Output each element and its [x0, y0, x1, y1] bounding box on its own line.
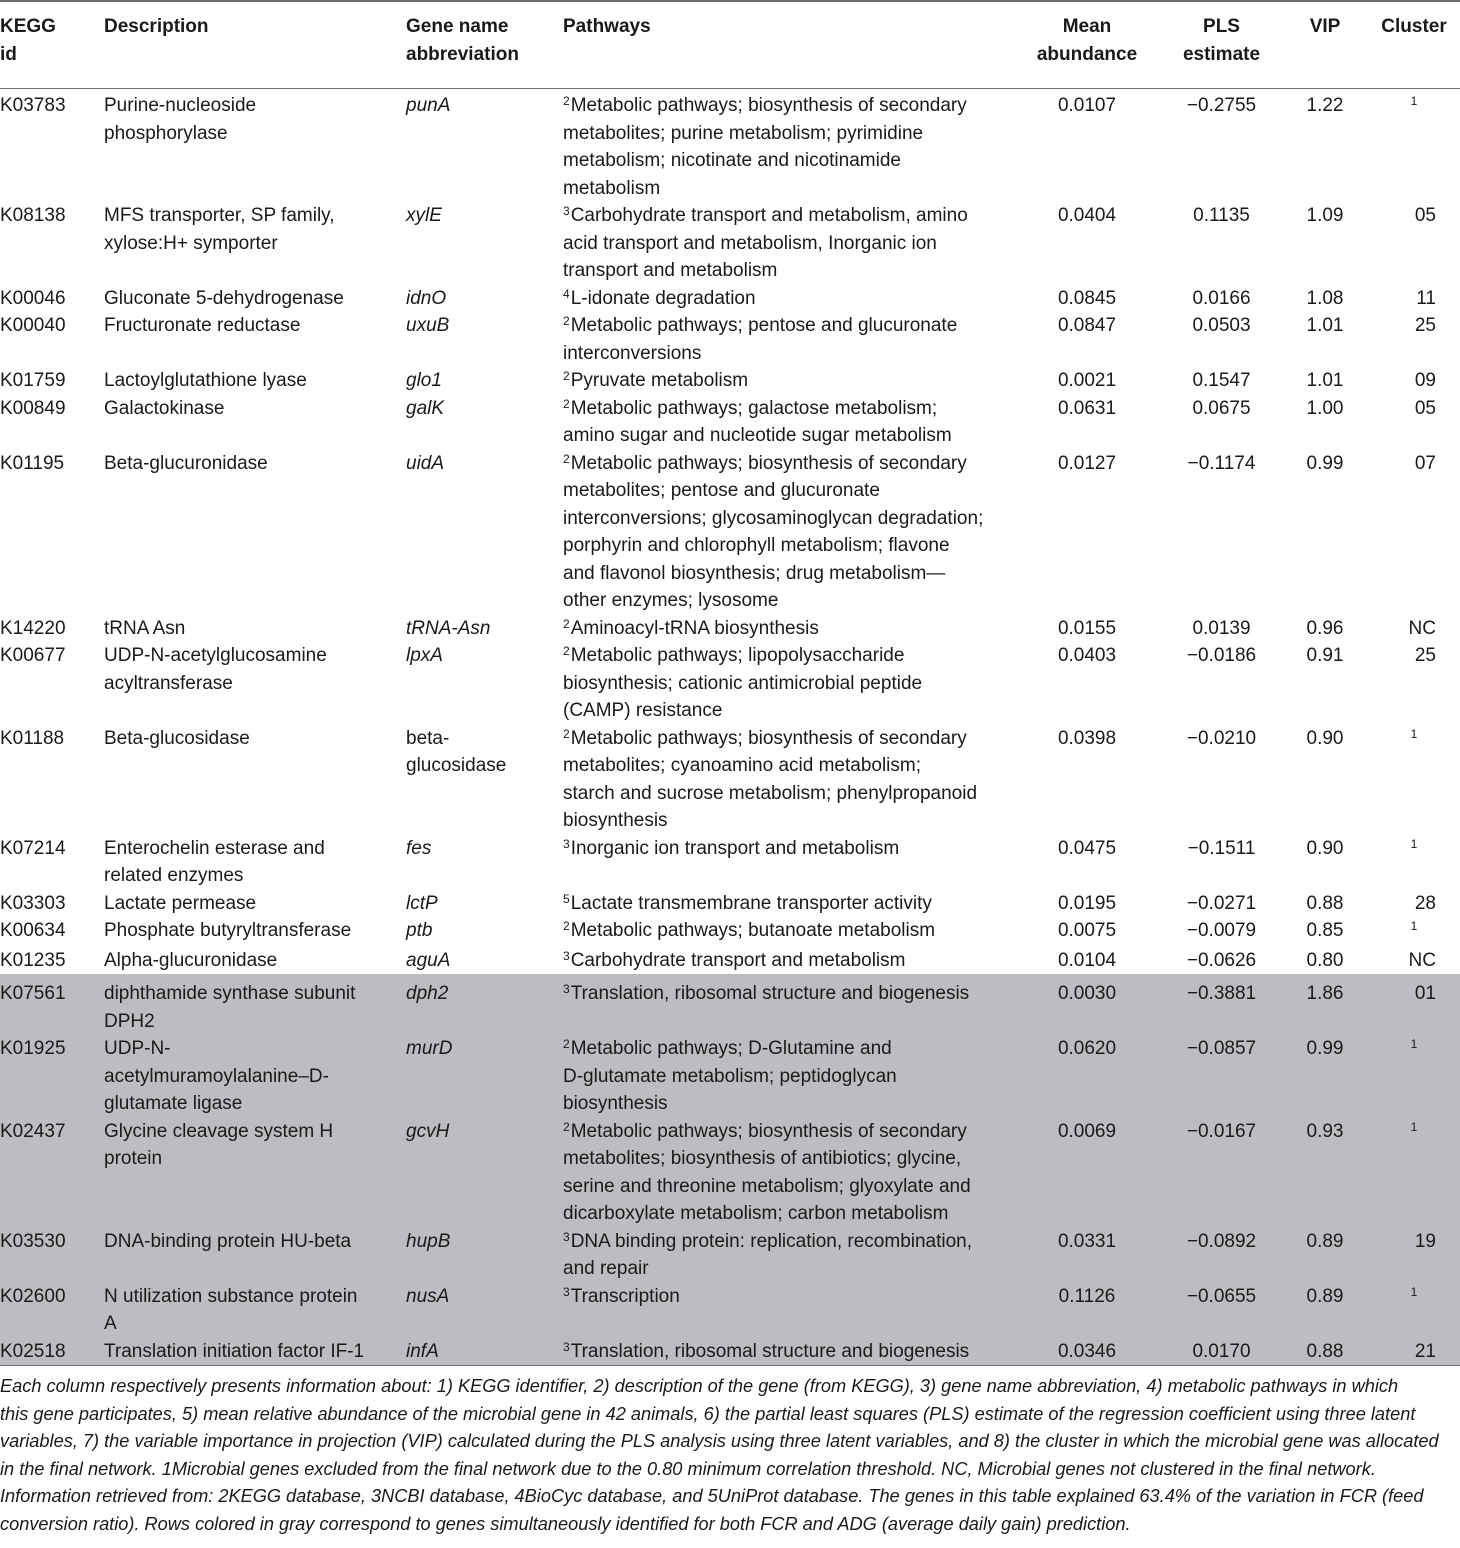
source-superscript: 3 — [563, 204, 570, 218]
mean-abundance-cell: 0.0030 — [1013, 974, 1161, 1035]
pathway-line: Metabolic pathways; biosynthesis of secondary — [570, 1120, 967, 1142]
vip-cell: 1.09 — [1306, 205, 1344, 226]
source-superscript: 3 — [563, 948, 570, 963]
table-row — [0, 974, 1460, 1035]
pathway-line: metabolites; biosynthesis of antibiotics; glycine, — [563, 1148, 962, 1169]
gene-name-cell: idnO — [406, 287, 447, 309]
gene-name-cell: lpxA — [406, 645, 443, 666]
pathway-line: biosynthesis — [563, 810, 668, 831]
table-row — [0, 1118, 1460, 1228]
pathway-line: metabolism; nicotinate and nicotinamide — [563, 150, 901, 171]
pls-estimate-cell: −0.3881 — [1161, 974, 1282, 1035]
description-line: Galactokinase — [104, 397, 225, 419]
kegg-id-cell: K01759 — [0, 370, 66, 391]
table-row — [0, 1035, 1460, 1118]
pathway-line: and flavonol biosynthesis; drug metabolism— — [563, 562, 946, 584]
mean-abundance-cell: 0.0475 — [1057, 837, 1117, 859]
pathway-line: DNA binding protein: replication, recombination, — [570, 1230, 973, 1252]
kegg-id-cell: K02518 — [0, 1338, 104, 1366]
pls-estimate-cell: −0.2755 — [1186, 95, 1257, 116]
description-cell: Gluconate 5-dehydrogenase — [104, 287, 344, 309]
header-vip: VIP — [1282, 2, 1368, 89]
pathways-cell — [563, 450, 1013, 615]
description-line: A — [104, 1313, 117, 1334]
source-superscript: 3 — [563, 1339, 570, 1354]
pathway-line: Translation, ribosomal structure and biogenesis — [570, 983, 970, 1004]
pls-estimate-cell: 0.0170 — [1161, 1338, 1282, 1366]
description-cell — [104, 642, 406, 725]
cluster-cell — [1368, 1035, 1460, 1118]
pathways-cell — [563, 890, 1013, 918]
pathway-line: porphyrin and chlorophyll metabolism; flavone — [563, 535, 950, 556]
kegg-id-cell: K14220 — [0, 617, 66, 639]
caption-line: Information retrieved from: 2KEGG database, 3NCBI database, 4BioCyc database, and 5UniProt database. The genes in this table explained 63.4% of the variation in FCR (feed — [0, 1486, 1424, 1506]
cluster-cell: 19 — [1368, 1228, 1460, 1283]
gene-name-cell: fes — [406, 837, 432, 859]
kegg-id-cell: K07214 — [0, 837, 66, 859]
pathway-line: metabolites; cyanoamino acid metabolism; — [563, 755, 922, 776]
cluster-cell: 28 — [1414, 892, 1436, 914]
mean-abundance-cell: 0.0398 — [1057, 727, 1117, 749]
pls-estimate-cell: 0.1135 — [1193, 205, 1250, 226]
mean-abundance-cell: 0.0104 — [1057, 949, 1117, 971]
vip-cell: 0.91 — [1306, 645, 1344, 666]
vip-cell: 0.99 — [1306, 452, 1344, 474]
pathways-cell — [563, 1118, 1013, 1228]
gene-name-cell: galK — [406, 397, 445, 419]
vip-cell: 0.80 — [1306, 949, 1344, 971]
pathway-line: transport and metabolism — [563, 260, 778, 281]
pls-estimate-cell: 0.0675 — [1192, 397, 1251, 419]
pls-estimate-cell: −0.1174 — [1187, 452, 1256, 474]
table-row — [0, 395, 1460, 450]
cluster-superscript: 1 — [1410, 919, 1418, 933]
cluster-cell: 05 — [1414, 397, 1436, 419]
gene-name-cell: gcvH — [406, 1118, 563, 1228]
gene-name-cell: infA — [406, 1338, 563, 1366]
pathways-cell — [563, 1035, 1013, 1118]
description-cell: Lactate permease — [104, 892, 257, 914]
description-line: DNA-binding protein HU-beta — [104, 1230, 352, 1252]
mean-abundance-cell: 0.0631 — [1057, 397, 1117, 419]
table-row — [0, 835, 1460, 890]
mean-abundance-cell: 0.0021 — [1057, 370, 1117, 391]
pathways-cell — [563, 642, 1013, 725]
table-row — [0, 917, 1460, 947]
kegg-id-cell: K00849 — [0, 397, 66, 419]
table-row — [0, 285, 1460, 313]
source-superscript: 2 — [563, 451, 570, 466]
source-superscript: 2 — [563, 369, 570, 383]
kegg-id-cell: K01925 — [0, 1035, 104, 1118]
cluster-cell — [1368, 835, 1460, 890]
source-superscript: 2 — [563, 314, 570, 328]
vip-cell: 0.89 — [1282, 1283, 1368, 1338]
mean-abundance-cell: 0.0346 — [1013, 1338, 1161, 1366]
source-superscript: 2 — [563, 1119, 570, 1134]
cluster-cell — [1368, 1283, 1460, 1338]
description-cell: Phosphate butyryltransferase — [104, 920, 352, 941]
gene-name-line: glucosidase — [406, 755, 507, 776]
pathway-line: Metabolic pathways; D-Glutamine and — [570, 1038, 892, 1059]
cluster-cell: 07 — [1414, 452, 1436, 474]
pathway-text: Metabolic pathways; butanoate metabolism — [570, 920, 936, 941]
pathway-text: Aminoacyl-tRNA biosynthesis — [570, 617, 819, 639]
pls-estimate-cell: −0.0655 — [1161, 1283, 1282, 1338]
pathways-cell — [563, 725, 1013, 835]
source-superscript: 2 — [563, 94, 570, 108]
description-line: Purine-nucleoside — [104, 95, 257, 116]
mean-abundance-cell: 0.1126 — [1013, 1283, 1161, 1338]
source-superscript: 3 — [563, 836, 570, 851]
table-caption — [0, 1366, 1460, 1538]
pathway-line: Metabolic pathways; biosynthesis of secondary — [570, 95, 967, 116]
pathway-line: acid transport and metabolism, Inorganic ion — [563, 232, 937, 254]
kegg-id-cell: K02437 — [0, 1118, 104, 1228]
description-cell — [104, 450, 406, 615]
description-line: Fructuronate reductase — [104, 315, 301, 336]
vip-cell: 1.22 — [1306, 95, 1344, 116]
header-kegg-id: KEGG id — [0, 2, 104, 89]
pls-estimate-cell: −0.0857 — [1161, 1035, 1282, 1118]
vip-cell: 1.00 — [1306, 397, 1344, 419]
vip-cell: 0.88 — [1282, 1338, 1368, 1366]
cluster-superscript: 1 — [1410, 726, 1418, 741]
description-line: acetylmuramoylalanine–D- — [104, 1065, 329, 1087]
source-superscript: 5 — [563, 891, 570, 906]
kegg-id-cell: K03783 — [0, 95, 66, 116]
gene-name-cell: murD — [406, 1035, 563, 1118]
pathway-text: Lactate transmembrane transporter activity — [570, 892, 932, 914]
table-row — [0, 615, 1460, 643]
pathway-line: D-glutamate metabolism; peptidoglycan — [563, 1065, 897, 1087]
vip-cell: 0.96 — [1306, 617, 1344, 639]
description-line: xylose:H+ symporter — [104, 232, 278, 254]
description-cell — [104, 725, 406, 835]
gene-name-cell: ptb — [406, 920, 433, 941]
pathway-line: Metabolic pathways; lipopolysaccharide — [570, 645, 905, 666]
description-line: UDP-N- — [104, 1038, 171, 1059]
source-superscript: 2 — [563, 616, 570, 631]
table-row — [0, 947, 1460, 975]
table-row — [0, 1283, 1460, 1338]
pathway-text: L-idonate degradation — [570, 287, 756, 309]
pathways-cell — [563, 312, 1013, 367]
gene-name-cell: glo1 — [406, 370, 442, 391]
vip-cell: 0.90 — [1306, 837, 1344, 859]
description-line: protein — [104, 1148, 163, 1169]
mean-abundance-cell: 0.0069 — [1013, 1118, 1161, 1228]
pathway-text: Pyruvate metabolism — [570, 370, 749, 391]
pls-estimate-cell: 0.1547 — [1192, 370, 1251, 391]
description-cell — [104, 1283, 406, 1338]
kegg-id-cell: K01188 — [0, 727, 65, 749]
pls-estimate-cell: 0.0139 — [1192, 617, 1251, 639]
gene-name-cell: lctP — [406, 892, 438, 914]
description-cell: Translation initiation factor IF-1 — [104, 1338, 406, 1366]
pathways-cell — [563, 202, 1013, 285]
mean-abundance-cell: 0.0620 — [1013, 1035, 1161, 1118]
mean-abundance-cell: 0.0331 — [1013, 1228, 1161, 1283]
mean-abundance-cell: 0.0403 — [1057, 645, 1117, 666]
cluster-cell: 25 — [1414, 315, 1436, 336]
kegg-id-cell: K00040 — [0, 315, 66, 336]
cluster-superscript: 1 — [1410, 836, 1418, 851]
header-gene-name: Gene name abbreviation — [406, 2, 563, 89]
pls-estimate-cell: 0.0503 — [1192, 315, 1251, 336]
table-row — [0, 1338, 1460, 1366]
vip-cell: 0.93 — [1282, 1118, 1368, 1228]
pls-estimate-cell: −0.1511 — [1187, 837, 1256, 859]
mean-abundance-cell: 0.0404 — [1057, 205, 1117, 226]
pls-estimate-cell: −0.0167 — [1161, 1118, 1282, 1228]
vip-cell: 1.86 — [1282, 974, 1368, 1035]
cluster-cell — [1368, 725, 1460, 835]
gene-name-cell: tRNA-Asn — [406, 617, 491, 639]
cluster-cell: NC — [1408, 949, 1436, 971]
mean-abundance-cell: 0.0075 — [1057, 920, 1117, 941]
header-cluster: Cluster — [1368, 2, 1460, 89]
pathway-line: Metabolic pathways; biosynthesis of secondary — [570, 727, 967, 749]
vip-cell: 1.08 — [1306, 287, 1344, 309]
pls-estimate-cell: −0.0186 — [1186, 645, 1257, 666]
mean-abundance-cell: 0.0107 — [1057, 95, 1117, 116]
caption-line: conversion ratio). Rows colored in gray correspond to genes simultaneously identified for both FCR and ADG (average daily gain) prediction. — [0, 1513, 1131, 1534]
description-line: Glycine cleavage system H — [104, 1120, 334, 1142]
kegg-id-cell: K07561 — [0, 974, 104, 1035]
description-line: acyltransferase — [104, 672, 233, 694]
table-row — [0, 890, 1460, 918]
gene-name-cell: dph2 — [406, 974, 563, 1035]
source-superscript: 2 — [563, 644, 570, 658]
kegg-genes-table — [0, 2, 1460, 1366]
gene-name-cell: uxuB — [406, 315, 450, 336]
vip-cell: 1.01 — [1306, 370, 1344, 391]
pathway-line: interconversions — [563, 342, 702, 364]
pathways-cell — [563, 1228, 1013, 1283]
description-cell — [104, 1228, 406, 1283]
kegg-id-cell: K00634 — [0, 920, 66, 941]
header-mean-abundance: Mean abundance — [1013, 2, 1161, 89]
description-cell — [104, 1118, 406, 1228]
gene-name-cell: uidA — [406, 452, 445, 474]
header-row — [0, 2, 1460, 89]
cluster-cell — [1368, 917, 1460, 947]
source-superscript: 3 — [563, 1229, 570, 1244]
cluster-superscript: 1 — [1410, 1284, 1418, 1299]
kegg-id-cell: K00046 — [0, 287, 66, 309]
vip-cell: 0.89 — [1282, 1228, 1368, 1283]
cluster-cell: 09 — [1414, 370, 1436, 391]
description-cell: Lactoylglutathione lyase — [104, 370, 307, 391]
pathway-line: metabolism — [563, 177, 661, 199]
cluster-cell: 01 — [1368, 974, 1460, 1035]
source-superscript: 3 — [563, 1284, 570, 1299]
pathway-line: Carbohydrate transport and metabolism, amino — [570, 205, 968, 226]
description-cell — [104, 312, 406, 367]
kegg-id-cell: K02600 — [0, 1283, 104, 1338]
header-pls-estimate: PLS estimate — [1161, 2, 1282, 89]
pathway-line: other enzymes; lysosome — [563, 590, 779, 611]
kegg-id-cell: K01195 — [0, 452, 65, 474]
caption-line: this gene participates, 5) mean relative abundance of the microbial gene in 42 animals, 6) the partial least squares (PLS) estimate of the regression coefficient using three latent — [0, 1403, 1416, 1424]
vip-cell: 0.85 — [1306, 920, 1344, 941]
pathway-line: serine and threonine metabolism; glyoxylate and — [563, 1175, 971, 1197]
kegg-id-cell: K01235 — [0, 949, 66, 971]
description-line: Beta-glucosidase — [104, 727, 250, 749]
description-line: Enterochelin esterase and — [104, 837, 325, 859]
mean-abundance-cell: 0.0195 — [1057, 892, 1117, 914]
pathway-line: Transcription — [570, 1285, 680, 1307]
description-cell — [104, 89, 406, 203]
gene-name-cell — [406, 725, 563, 835]
source-superscript: 4 — [563, 286, 570, 301]
description-cell — [104, 1035, 406, 1118]
cluster-cell — [1368, 1118, 1460, 1228]
description-line: Beta-glucuronidase — [104, 452, 268, 474]
gene-name-cell: xylE — [406, 205, 442, 226]
source-superscript: 2 — [563, 726, 570, 741]
source-superscript: 2 — [563, 396, 570, 411]
description-cell — [104, 974, 406, 1035]
gene-name-cell: aguA — [406, 949, 451, 971]
description-line: related enzymes — [104, 865, 244, 886]
cluster-cell: 25 — [1414, 645, 1436, 666]
header-description: Description — [104, 2, 406, 89]
description-line: DPH2 — [104, 1010, 155, 1032]
vip-cell: 1.01 — [1306, 315, 1344, 336]
gene-name-cell: hupB — [406, 1228, 563, 1283]
description-cell — [104, 835, 406, 890]
pls-estimate-cell: −0.0626 — [1186, 949, 1257, 971]
pathway-line: biosynthesis; cationic antimicrobial peptide — [563, 672, 923, 694]
cluster-superscript: 1 — [1410, 1037, 1418, 1051]
pls-estimate-cell: −0.0079 — [1186, 920, 1257, 941]
pathways-cell — [563, 615, 1013, 643]
table-body — [0, 89, 1460, 1366]
kegg-id-cell: K08138 — [0, 205, 66, 226]
mean-abundance-cell: 0.0847 — [1057, 315, 1117, 336]
pls-estimate-cell: −0.0210 — [1186, 727, 1257, 749]
gene-name-line: beta- — [406, 727, 450, 749]
pathway-line: starch and sucrose metabolism; phenylpropanoid — [563, 782, 978, 804]
description-cell: tRNA Asn — [104, 617, 186, 639]
pathways-cell — [563, 285, 1013, 313]
pathways-cell — [563, 89, 1013, 203]
cluster-cell: 11 — [1416, 287, 1436, 309]
pathways-cell — [563, 974, 1013, 1035]
table-row — [0, 367, 1460, 395]
header-pathways: Pathways — [563, 2, 1013, 89]
caption-line: Each column respectively presents information about: 1) KEGG identifier, 2) description of the gene (from KEGG), 3) gene name abbreviation, 4) metabolic pathways in which — [0, 1376, 1399, 1396]
pathway-line: Inorganic ion transport and metabolism — [570, 837, 900, 859]
pathway-text: Translation, ribosomal structure and biogenesis — [570, 1340, 970, 1362]
pathway-line: Metabolic pathways; pentose and glucuronate — [570, 315, 958, 336]
pathways-cell — [563, 947, 1013, 975]
pathway-line: amino sugar and nucleotide sugar metabolism — [563, 425, 952, 446]
cluster-cell: 05 — [1414, 205, 1436, 226]
cluster-cell — [1368, 89, 1460, 203]
source-superscript: 3 — [563, 982, 570, 996]
pathway-line: dicarboxylate metabolism; carbon metabolism — [563, 1203, 949, 1224]
cluster-cell: NC — [1408, 617, 1436, 639]
pathway-line: biosynthesis — [563, 1093, 668, 1114]
vip-cell: 0.90 — [1306, 727, 1344, 749]
pathways-cell — [563, 1338, 1013, 1366]
pathway-line: and repair — [563, 1258, 649, 1279]
pathway-line: Metabolic pathways; galactose metabolism; — [570, 397, 938, 419]
caption-line: in the final network. 1Microbial genes excluded from the final network due to the 0.80 minimum correlation threshold. NC, Microbial genes not clustered in the final network. — [0, 1458, 1376, 1479]
vip-cell: 0.88 — [1306, 892, 1344, 914]
cluster-cell: 21 — [1368, 1338, 1460, 1366]
pls-estimate-cell: −0.0892 — [1161, 1228, 1282, 1283]
description-line: MFS transporter, SP family, — [104, 205, 335, 226]
table-row — [0, 1228, 1460, 1283]
pathway-line: (CAMP) resistance — [563, 700, 723, 721]
pls-estimate-cell: −0.0271 — [1186, 892, 1257, 914]
table-row — [0, 450, 1460, 615]
gene-name-cell: punA — [406, 95, 451, 116]
table-row — [0, 89, 1460, 203]
kegg-id-cell: K03530 — [0, 1228, 104, 1283]
pathway-text: Carbohydrate transport and metabolism — [570, 949, 906, 971]
table-row — [0, 725, 1460, 835]
mean-abundance-cell: 0.0127 — [1057, 452, 1117, 474]
kegg-id-cell: K00677 — [0, 645, 66, 666]
pathway-line: Metabolic pathways; biosynthesis of secondary — [570, 452, 967, 474]
description-cell — [104, 202, 406, 285]
description-line: N utilization substance protein — [104, 1285, 358, 1307]
pathways-cell — [563, 917, 1013, 947]
vip-cell: 0.99 — [1282, 1035, 1368, 1118]
table-row — [0, 642, 1460, 725]
cluster-superscript: 1 — [1410, 94, 1418, 108]
source-superscript: 2 — [563, 919, 570, 933]
mean-abundance-cell: 0.0155 — [1057, 617, 1117, 639]
description-line: phosphorylase — [104, 122, 228, 144]
source-superscript: 2 — [563, 1037, 570, 1051]
pathways-cell — [563, 1283, 1013, 1338]
description-line: glutamate ligase — [104, 1093, 243, 1114]
pathway-line: interconversions; glycosaminoglycan degradation; — [563, 507, 984, 529]
description-cell — [104, 395, 406, 450]
caption-line: variables, 7) the variable importance in projection (VIP) calculated during the PLS analysis using three latent variables, and 8) the cluster in which the microbial gene was allocated — [0, 1431, 1439, 1451]
pathways-cell — [563, 367, 1013, 395]
description-line: UDP-N-acetylglucosamine — [104, 645, 327, 666]
description-line: diphthamide synthase subunit — [104, 983, 356, 1004]
table-row — [0, 312, 1460, 367]
pathway-line: metabolites; pentose and glucuronate — [563, 480, 880, 501]
pathways-cell — [563, 835, 1013, 890]
kegg-id-cell: K03303 — [0, 892, 66, 914]
pathway-line: metabolites; purine metabolism; pyrimidine — [563, 122, 924, 144]
cluster-superscript: 1 — [1410, 1119, 1418, 1134]
pathways-cell — [563, 395, 1013, 450]
pls-estimate-cell: 0.0166 — [1192, 287, 1251, 309]
mean-abundance-cell: 0.0845 — [1057, 287, 1117, 309]
gene-name-cell: nusA — [406, 1283, 563, 1338]
table-row — [0, 202, 1460, 285]
description-cell: Alpha-glucuronidase — [104, 949, 278, 971]
